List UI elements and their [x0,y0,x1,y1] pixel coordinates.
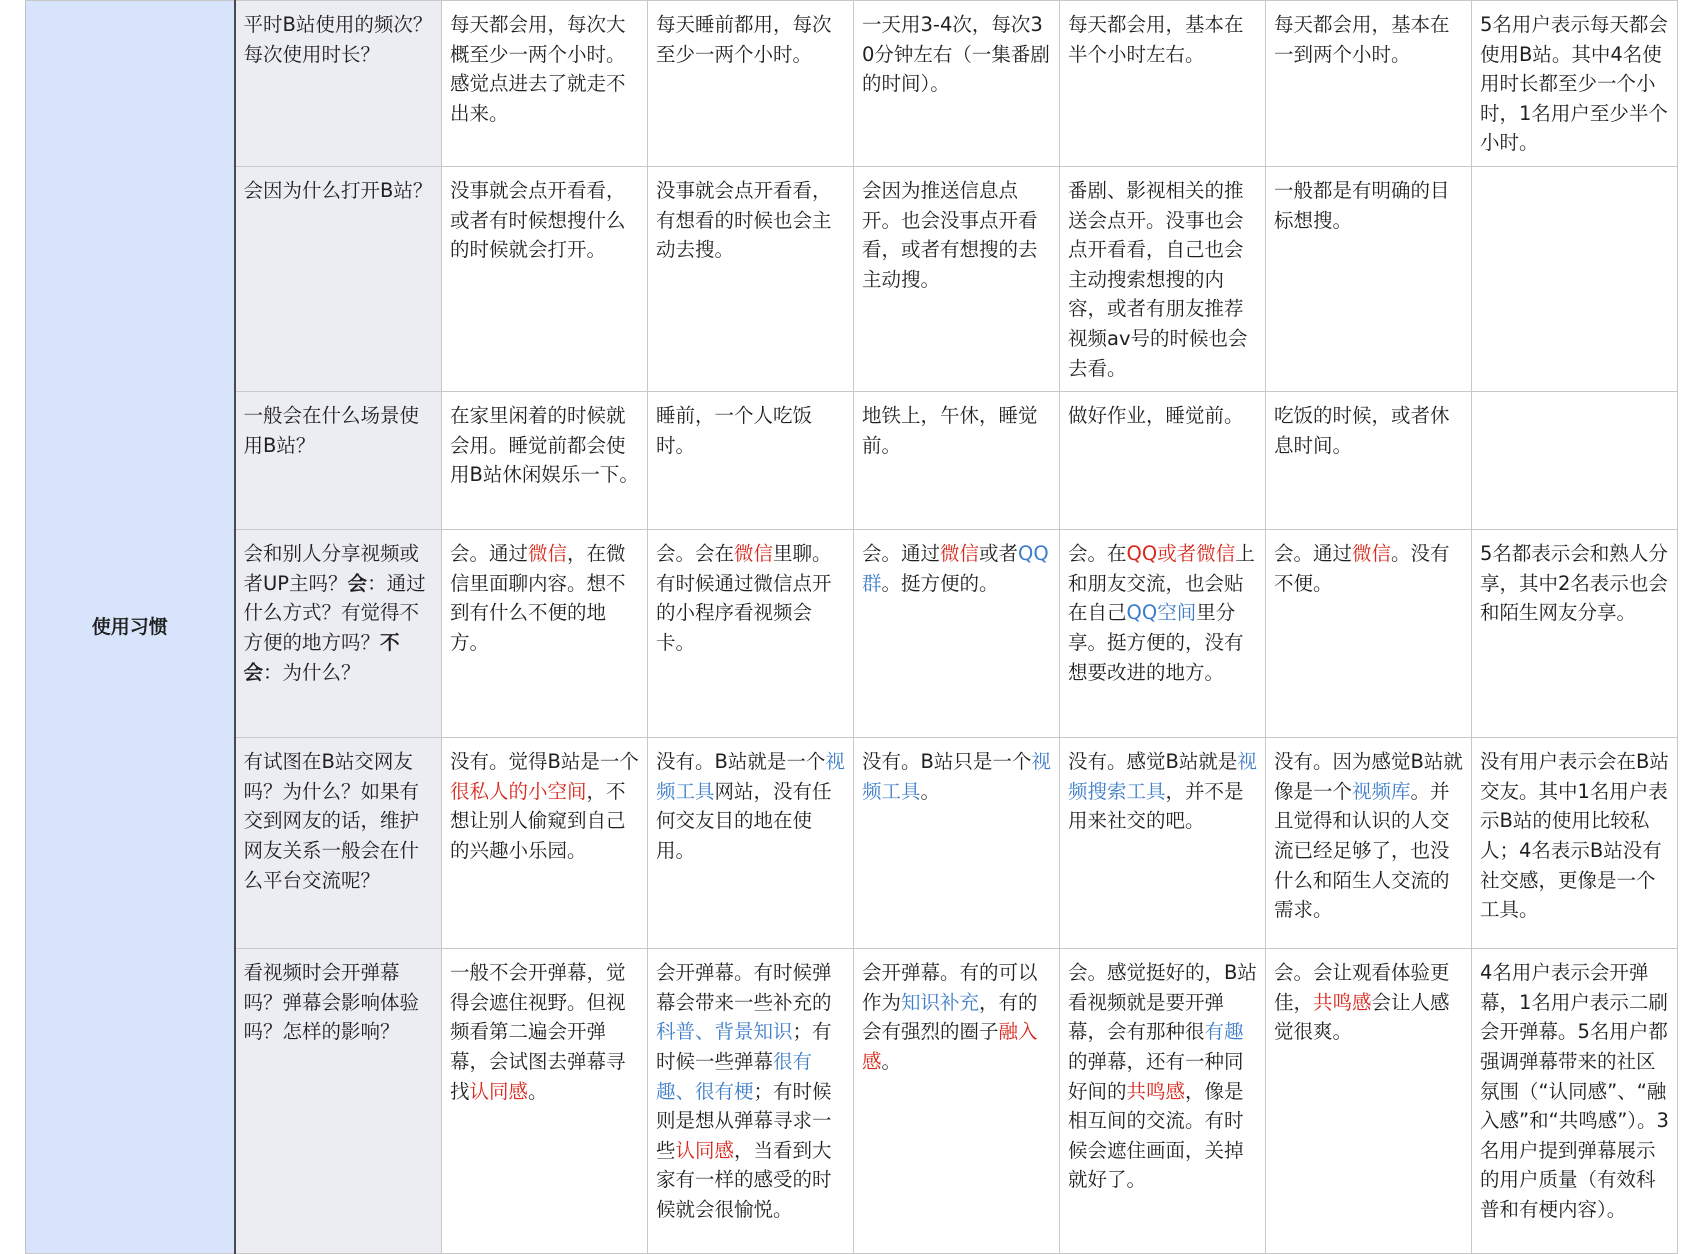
cell-text: 没有用户表示会在B站交友。其中1名用户表示B站的使用比较私人；4名表示B站没有社交感，更像是一个工具。 [1480,750,1669,922]
cell-text: ：通过什么方式？有觉得不方便的地方吗？ [243,571,426,654]
highlight-blue-text: 很有趣、很有梗 [656,1049,813,1103]
cell-text: ：为什么？ [263,660,361,684]
highlight-blue-text: 视频库 [1352,779,1411,803]
table-row [26,949,1678,1254]
highlight-red-text: 融入感 [862,1020,1038,1073]
answer-cell-user-2 [648,530,854,738]
answer-cell-user-1 [442,167,648,392]
highlight-red-text: 认同感 [675,1138,735,1162]
cell-text: 没有。B站只是一个 [862,750,1032,774]
answer-cell-user-2 [648,167,854,392]
cell-text: ，当看到大家有一样的感受的时候就会很愉悦。 [656,1138,832,1221]
cell-text: 。 [528,1079,548,1103]
answer-cell-user-4 [1060,167,1266,392]
highlight-red-text: 微信 [1352,542,1392,566]
cell-text: 做好作业，睡觉前。 [1068,404,1244,428]
cell-text: 的弹幕，还有一种同好间的 [1068,1049,1244,1103]
cell-text: 里聊。有时候通过微信点开的小程序看视频会卡。 [656,542,832,654]
cell-text: 上和朋友交流，也会贴在自己 [1068,542,1255,625]
category-label: 使用习惯 [91,615,168,638]
cell-text: 。 [920,779,941,803]
answer-cell-user-4 [1060,949,1266,1254]
cell-text: 没有。觉得B站是一个 [450,750,639,774]
answer-cell-user-5 [1266,167,1472,392]
cell-text: 一般会在什么场景使用B站？ [243,404,420,457]
cell-text: ，不想让别人偷窥到自己的兴趣小乐园。 [450,779,626,862]
cell-text: 5名用户表示每天都会使用B站。其中4名使用时长都至少一个小时，1名用户至少半个小时。 [1480,13,1668,155]
summary-cell [1472,1,1678,167]
summary-cell [1472,167,1678,392]
cell-text: 。挺方便的。 [881,571,999,595]
highlight-blue-text: 视频工具 [862,750,1051,803]
answer-cell-user-2 [648,1,854,167]
answer-cell-user-5 [1266,392,1472,530]
cell-text: 网站，没有任何交友目的地在使用。 [656,779,832,862]
highlight-red-text: 很私人的小空间 [450,779,587,803]
cell-text: 会因为推送信息点开。也会没事点开看看，或者有想搜的去主动搜。 [862,179,1038,291]
cell-text: 每天都会用，基本在半个小时左右。 [1068,13,1244,66]
highlight-blue-text: 知识补充 [901,990,980,1014]
answer-cell-user-3 [854,392,1060,530]
answer-cell-user-4 [1060,738,1266,949]
cell-text: 每天都会用，基本在一到两个小时。 [1274,13,1450,66]
cell-text: ；有时候则是想从弹幕寻求一些 [656,1079,832,1162]
highlight-red-text: 共鸣感 [1126,1079,1186,1103]
cell-text: 平时B站使用的频次？每次使用时长？ [243,13,433,66]
table-row [26,1,1678,167]
table-row [26,530,1678,738]
answer-cell-user-3 [854,738,1060,949]
answer-cell-user-4 [1060,1,1266,167]
cell-text: 会和别人分享视频或者UP主吗？ [243,542,420,595]
answer-cell-user-3 [854,167,1060,392]
highlight-red-text: 认同感 [469,1079,529,1103]
cell-text: 或者 [979,542,1019,566]
cell-text: 没事就会点开看看，或者有时候想搜什么的时候就会打开。 [450,179,626,262]
cell-text: 。没有不便。 [1274,542,1450,595]
cell-text: 会。会在 [656,542,735,566]
summary-cell [1472,738,1678,949]
table-row [26,738,1678,949]
cell-text: ；有时候一些弹幕 [656,1020,832,1073]
cell-text: 睡前，一个人吃饭时。 [656,404,813,457]
category-cell [26,1,235,1254]
cell-text: 没有。B站就是一个 [656,750,826,774]
answer-cell-user-3 [854,1,1060,167]
bold-text: 不会 [243,630,400,684]
highlight-red-text: QQ或者微信 [1126,542,1236,566]
summary-cell [1472,949,1678,1254]
cell-text: 一般不会开弹幕，觉得会遮住视野。但视频看第二遍会开弹幕，会试图去弹幕寻找 [450,961,626,1103]
cell-text: 会因为什么打开B站？ [243,179,433,202]
cell-text: ，并不是用来社交的吧。 [1068,779,1244,833]
cell-text: 。并且觉得和认识的人交流已经足够了，也没什么和陌生人交流的需求。 [1274,779,1450,922]
cell-text: 每天睡前都用，每次至少一两个小时。 [656,13,832,66]
cell-text: ，在微信里面聊内容。想不到有什么不便的地方。 [450,542,626,654]
cell-text: 会。感觉挺好的，B站看视频就是要开弹幕，会有那种很 [1068,961,1257,1044]
cell-text: 没有。感觉B站就是 [1068,750,1238,774]
cell-text: 地铁上，午休，睡觉前。 [862,404,1038,457]
answer-cell-user-2 [648,949,854,1254]
question-cell [235,392,442,530]
cell-text: 每天都会用，每次大概至少一两个小时。感觉点进去了就走不出来。 [450,13,626,125]
cell-text: ，像是相互间的交流。有时候会遮住画面，关掉就好了。 [1068,1079,1244,1192]
cell-text: 会开弹幕。有的可以作为 [862,961,1038,1014]
answer-cell-user-1 [442,392,648,530]
answer-cell-user-2 [648,392,854,530]
question-cell [235,1,442,167]
highlight-red-text: 微信 [940,542,980,566]
bold-text: 会 [347,571,368,595]
question-cell [235,530,442,738]
answer-cell-user-5 [1266,530,1472,738]
answer-cell-user-2 [648,738,854,949]
highlight-blue-text: 科普、背景知识 [656,1020,793,1044]
highlight-red-text: 微信 [734,542,774,566]
cell-text: 5名都表示会和熟人分享，其中2名表示也会和陌生网友分享。 [1480,542,1668,625]
answer-cell-user-1 [442,949,648,1254]
question-cell [235,167,442,392]
highlight-red-text: 共鸣感 [1313,990,1372,1014]
answer-cell-user-3 [854,530,1060,738]
table-row [26,392,1678,530]
cell-text: 会。通过 [450,542,529,566]
question-cell [235,738,442,949]
answer-cell-user-5 [1266,949,1472,1254]
cell-text: 4名用户表示会开弹幕，1名用户表示二刷会开弹幕。5名用户都强调弹幕带来的社区氛围（“认同感”、“融入感”和“共鸣感”）。3名用户提到弹幕展示的用户质量（有效科普和有梗内容）。 [1480,961,1669,1221]
highlight-blue-text: 视频搜索工具 [1068,750,1257,803]
cell-text: 番剧、影视相关的推送会点开。没事也会点开看看，自己也会主动搜索想搜的内容，或者有朋友推荐视频av号的时候也会去看。 [1068,179,1248,380]
table-row [26,167,1678,392]
cell-text: 里分享。挺方便的，没有想要改进的地方。 [1068,601,1244,684]
cell-text: 会。通过 [862,542,941,566]
cell-text: 。 [881,1049,902,1073]
answer-cell-user-1 [442,530,648,738]
answer-cell-user-1 [442,738,648,949]
cell-text: 一般都是有明确的目标想搜。 [1274,179,1450,232]
cell-text: 会。通过 [1274,542,1353,566]
cell-text: 有试图在B站交网友吗？为什么？如果有交到网友的话，维护网友关系一般会在什么平台交流呢？ [243,750,420,892]
cell-text: 会。在 [1068,542,1127,566]
highlight-blue-text: 有趣 [1204,1020,1244,1044]
highlight-blue-text: QQ空间 [1126,601,1197,625]
answer-cell-user-5 [1266,738,1472,949]
answer-cell-user-4 [1060,392,1266,530]
cell-text: 没事就会点开看看，有想看的时候也会主动去搜。 [656,179,832,262]
interview-summary-table-container [25,0,1678,1254]
answer-cell-user-1 [442,1,648,167]
summary-cell [1472,530,1678,738]
cell-text: ，有的会有强烈的圈子 [862,990,1038,1044]
summary-cell [1472,392,1678,530]
interview-summary-table [25,0,1678,1254]
answer-cell-user-4 [1060,530,1266,738]
cell-text: 会让人感觉很爽。 [1274,990,1450,1044]
highlight-blue-text: QQ群 [862,542,1049,595]
highlight-red-text: 微信 [528,542,568,566]
cell-text: 吃饭的时候，或者休息时间。 [1274,404,1450,457]
cell-text: 会开弹幕。有时候弹幕会带来一些补充的 [656,961,832,1014]
cell-text: 会。会让观看体验更佳， [1274,961,1450,1014]
cell-text: 在家里闲着的时候就会用。睡觉前都会使用B站休闲娱乐一下。 [450,404,639,487]
cell-text: 没有。因为感觉B站就像是一个 [1274,750,1463,803]
question-cell [235,949,442,1254]
cell-text: 一天用3-4次，每次30分钟左右（一集番剧的时间）。 [862,13,1050,96]
answer-cell-user-5 [1266,1,1472,167]
cell-text: 看视频时会开弹幕吗？弹幕会影响体验吗？怎样的影响？ [243,961,420,1044]
answer-cell-user-3 [854,949,1060,1254]
highlight-blue-text: 视频工具 [656,750,845,803]
